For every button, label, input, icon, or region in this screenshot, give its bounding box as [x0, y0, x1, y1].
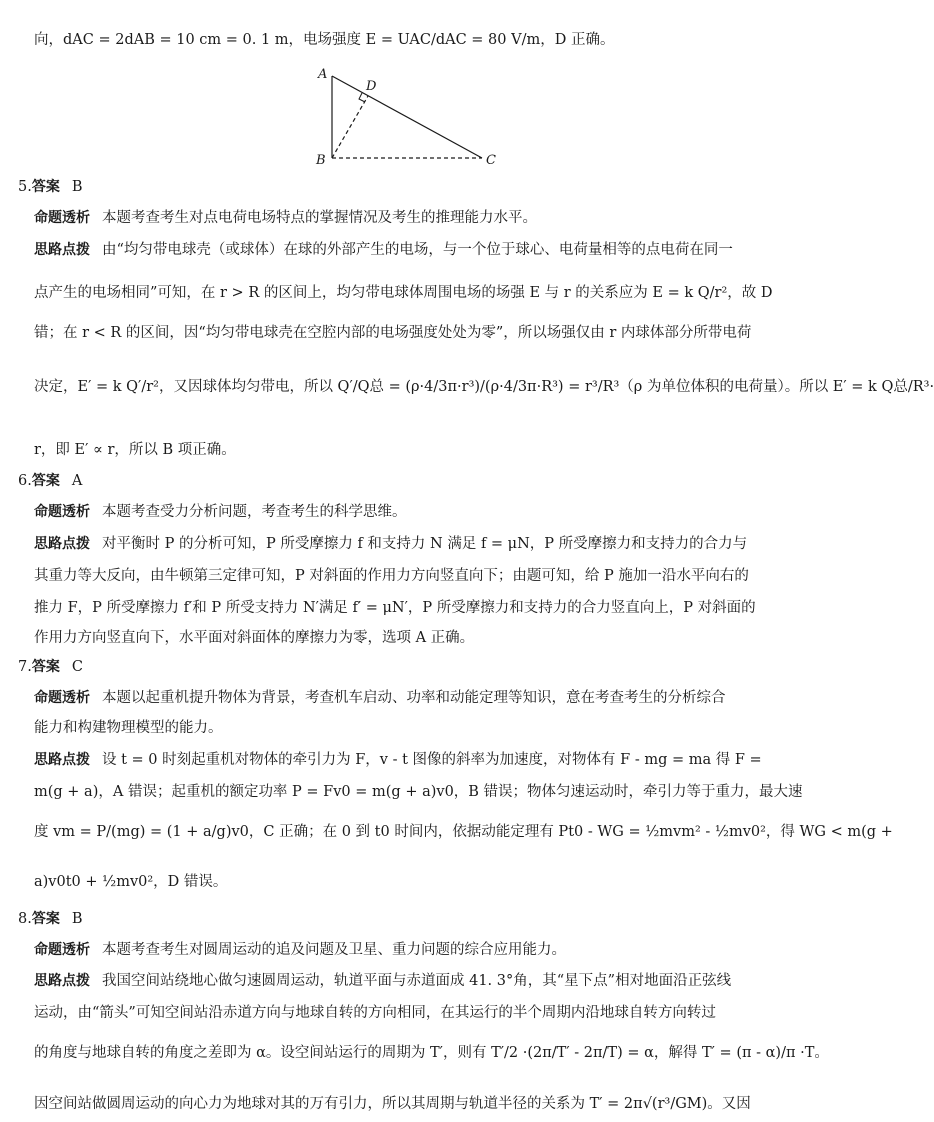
- q7-line-2: m(g + a)，A 错误；起重机的额定功率 P = Fv0 = m(g + a)v0，B 错误；物体匀速运动时，牵引力等于重力，最大速: [34, 784, 803, 800]
- q6-line-3: 推力 F，P 所受摩擦力 f′和 P 所受支持力 N′满足 f′ = μN′，P 所受摩擦力和支持力的合力竖直向上，P 对斜面的: [34, 600, 756, 616]
- label-d: D: [366, 79, 377, 94]
- q5-silu-label: 思路点拨: [34, 242, 90, 258]
- q7-silu-1: [34, 750, 776, 770]
- q7-answer-line: [18, 657, 776, 677]
- label-b: B: [316, 153, 326, 168]
- q6-mingti-label: 命题透析: [34, 504, 90, 520]
- q6-number: 6.: [18, 473, 32, 489]
- right-angle-mark: [359, 93, 365, 102]
- q8-line-2: 运动，由“箭头”可知空间站沿赤道方向与地球自转的方向相同，在其运行的半个周期内沿地球自转方向转过: [34, 1005, 716, 1021]
- q5-mingti: [34, 208, 776, 228]
- q8-line-1: 我国空间站绕地心做匀速圆周运动，轨道平面与赤道面成 41. 3°角，其“星下点”相对地面沿正弦线: [102, 973, 732, 989]
- q5-silu-1: [34, 240, 776, 260]
- q6-line-1: 对平衡时 P 的分析可知，P 所受摩擦力 f 和支持力 N 满足 f = μN，P 所受摩擦力和支持力的合力与: [102, 536, 748, 552]
- q5-line-2: 点产生的电场相同”可知，在 r > R 的区间上，均匀带电球体周围电场的场强 E 与 r 的关系应为 E = k Q/r²，故 D: [34, 285, 773, 301]
- q5-line-5: r，即 E′ ∝ r，所以 B 项正确。: [34, 442, 236, 458]
- q8-mingti-text: 本题考查考生对圆周运动的追及问题及卫星、重力问题的综合应用能力。: [102, 942, 566, 958]
- q7-line-3: 度 vm = P/(mg) = (1 + a/g)v0，C 正确；在 0 到 t0 时间内，依据动能定理有 Pt0 - WG = ½mvm² - ½mv0²，得 WG < m(g +: [34, 824, 893, 840]
- q6-answer: A: [71, 473, 83, 489]
- q6-line-2: 其重力等大反向，由牛顿第三定律可知，P 对斜面的作用力方向竖直向下；由题可知，给 P 施加一沿水平向右的: [34, 568, 749, 584]
- triangle-figure: [310, 62, 510, 172]
- q8-silu-1: [34, 971, 776, 991]
- q5-answer: B: [71, 179, 83, 195]
- q5-line-1: 由“均匀带电球壳（或球体）在球的外部产生的电场，与一个位于球心、电荷量相等的点电荷在同一: [102, 242, 733, 258]
- q6-mingti: [34, 502, 776, 522]
- intro-line: 向，dAC = 2dAB = 10 cm = 0. 1 m，电场强度 E = UAC/dAC = 80 V/m，D 正确。: [34, 32, 615, 48]
- edge-ac: [332, 76, 482, 158]
- q8-mingti-label: 命题透析: [34, 942, 90, 958]
- q7-answer: C: [71, 659, 83, 675]
- q8-mingti: [34, 940, 776, 960]
- q7-mingti-label: 命题透析: [34, 690, 90, 706]
- q5-line-4: 决定，E′ = k Q′/r²，又因球体均匀带电，所以 Q′/Q总 = (ρ·4/3π·r³)/(ρ·4/3π·R³) = r³/R³（ρ 为单位体积的电荷量）。所以 E′ = k Q总/R³·: [34, 379, 934, 395]
- q5-answer-label: 答案: [31, 179, 60, 195]
- q8-answer-line: [18, 909, 776, 929]
- q5-line-3: 错；在 r < R 的区间，因“均匀带电球壳在空腔内部的电场强度处处为零”，所以场强仅由 r 内球体部分所带电荷: [34, 325, 752, 341]
- label-c: C: [486, 153, 496, 168]
- q7-number: 7.: [18, 659, 32, 675]
- q6-mingti-text: 本题考查受力分析问题，考查考生的科学思维。: [102, 504, 407, 520]
- q7-mingti-1: [34, 688, 776, 708]
- q8-answer-label: 答案: [31, 911, 60, 927]
- q5-mingti-text: 本题考查考生对点电荷电场特点的掌握情况及考生的推理能力水平。: [102, 210, 537, 226]
- label-a: A: [318, 67, 328, 82]
- edge-bd: [332, 96, 368, 158]
- q7-line-4: a)v0t0 + ½mv0²，D 错误。: [34, 874, 228, 890]
- q6-line-4: 作用力方向竖直向下，水平面对斜面体的摩擦力为零，选项 A 正确。: [34, 630, 475, 646]
- q8-answer: B: [71, 911, 83, 927]
- q8-line-4: 因空间站做圆周运动的向心力为地球对其的万有引力，所以其周期与轨道半径的关系为 T′ = 2π√(r³/GM)。又因: [34, 1096, 751, 1112]
- q7-line-1: 设 t = 0 时刻起重机对物体的牵引力为 F，v - t 图像的斜率为加速度，对物体有 F - mg = ma 得 F =: [102, 752, 762, 768]
- q8-silu-label: 思路点拨: [34, 973, 90, 989]
- q7-mingti-text-1: 本题以起重机提升物体为背景，考查机车启动、功率和动能定理等知识，意在考查考生的分析综合: [102, 690, 726, 706]
- q8-line-3: 的角度与地球自转的角度之差即为 α。设空间站运行的周期为 T′，则有 T′/2 ·(2π/T′ - 2π/T) = α，解得 T′ = (π - α)/π ·T。: [34, 1045, 829, 1061]
- q7-answer-label: 答案: [31, 659, 60, 675]
- q6-answer-line: [18, 471, 776, 491]
- q7-silu-label: 思路点拨: [34, 752, 90, 768]
- q6-answer-label: 答案: [31, 473, 60, 489]
- q8-number: 8.: [18, 911, 32, 927]
- q5-answer-line: [18, 177, 776, 197]
- q6-silu-label: 思路点拨: [34, 536, 90, 552]
- q6-silu-1: [34, 534, 776, 554]
- q7-mingti-2: 能力和构建物理模型的能力。: [34, 720, 223, 736]
- q5-mingti-label: 命题透析: [34, 210, 90, 226]
- q5-number: 5.: [18, 179, 32, 195]
